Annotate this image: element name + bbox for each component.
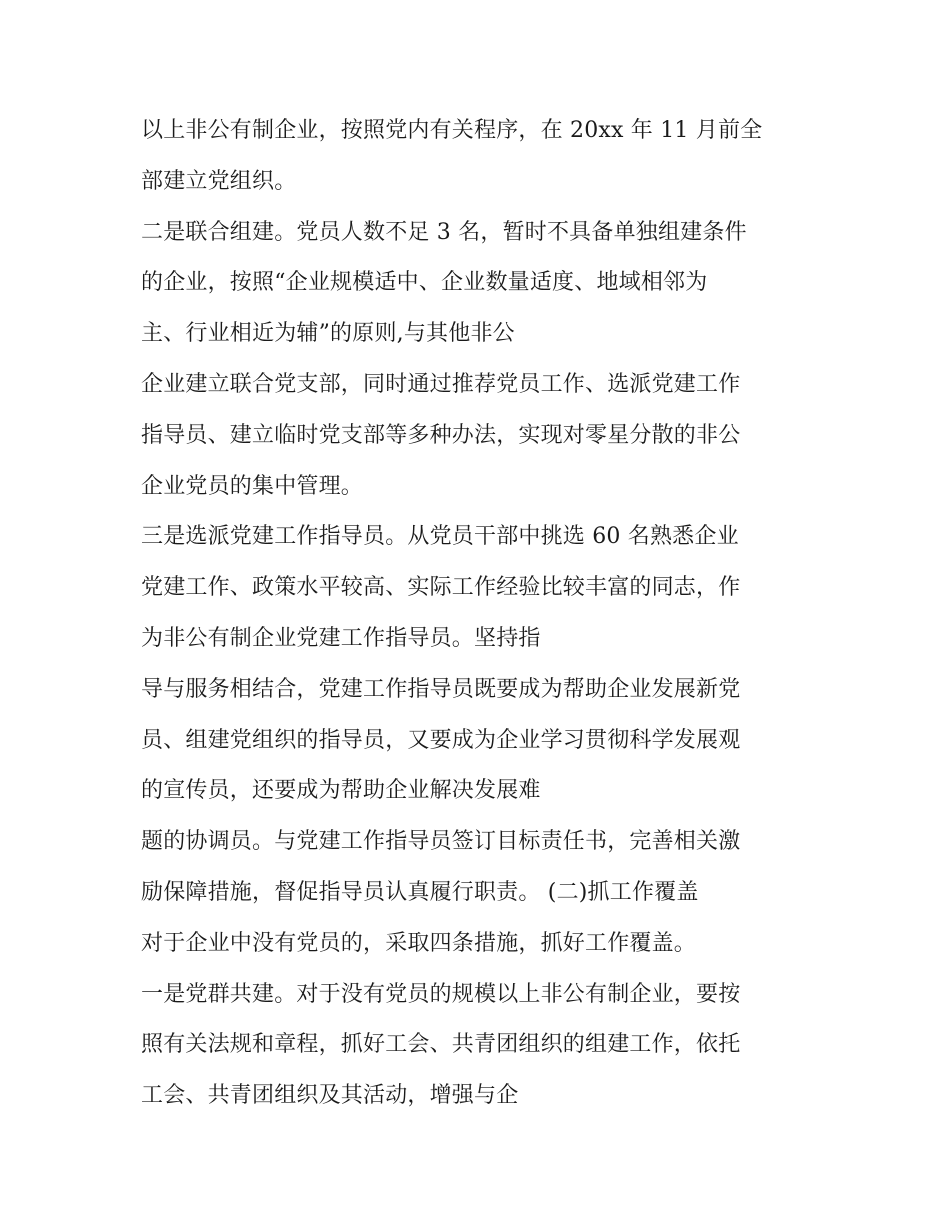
text-line: 对于企业中没有党员的，采取四条措施，抓好工作覆盖。 [141, 930, 697, 956]
text-line: 的宣传员，还要成为帮助企业解决发展难 [141, 778, 541, 804]
text-line: 工会、共青团组织及其活动，增强与企 [141, 1083, 519, 1109]
document-body [141, 106, 821, 1122]
text-line: 党建工作、政策水平较高、实际工作经验比较丰富的同志，作 [141, 575, 741, 601]
text-line: 导与服务相结合，党建工作指导员既要成为帮助企业发展新党 [141, 676, 741, 702]
text-line: 二是联合组建。党员人数不足 3 名，暂时不具备单独组建条件 [141, 219, 747, 245]
text-line: 指导员、建立临时党支部等多种办法，实现对零星分散的非公 [141, 422, 741, 448]
text-line: 以上非公有制企业，按照党内有关程序，在 20xx 年 11 月前全 [141, 118, 763, 143]
text-line: 企业党员的集中管理。 [141, 473, 364, 499]
text-line: 员、组建党组织的指导员，又要成为企业学习贯彻科学发展观 [141, 727, 741, 753]
text-line: 题的协调员。与党建工作指导员签订目标责任书，完善相关激 [141, 829, 741, 855]
text-line: 三是选派党建工作指导员。从党员干部中挑选 60 名熟悉企业 [141, 524, 739, 550]
text-line: 励保障措施，督促指导员认真履行职责。 (二)抓工作覆盖 [141, 879, 699, 905]
text-line: 的企业，按照“企业规模适中、企业数量适度、地域相邻为 [141, 270, 708, 296]
text-line: 一是党群共建。对于没有党员的规模以上非公有制企业，要按 [141, 981, 741, 1007]
text-line: 主、行业相近为辅”的原则,与其他非公 [141, 321, 515, 347]
text-line: 企业建立联合党支部，同时通过推荐党员工作、选派党建工作 [141, 371, 741, 397]
text-line: 照有关法规和章程，抓好工会、共青团组织的组建工作，依托 [141, 1032, 741, 1058]
text-line: 为非公有制企业党建工作指导员。坚持指 [141, 625, 541, 651]
text-line: 部建立党组织。 [141, 168, 297, 194]
